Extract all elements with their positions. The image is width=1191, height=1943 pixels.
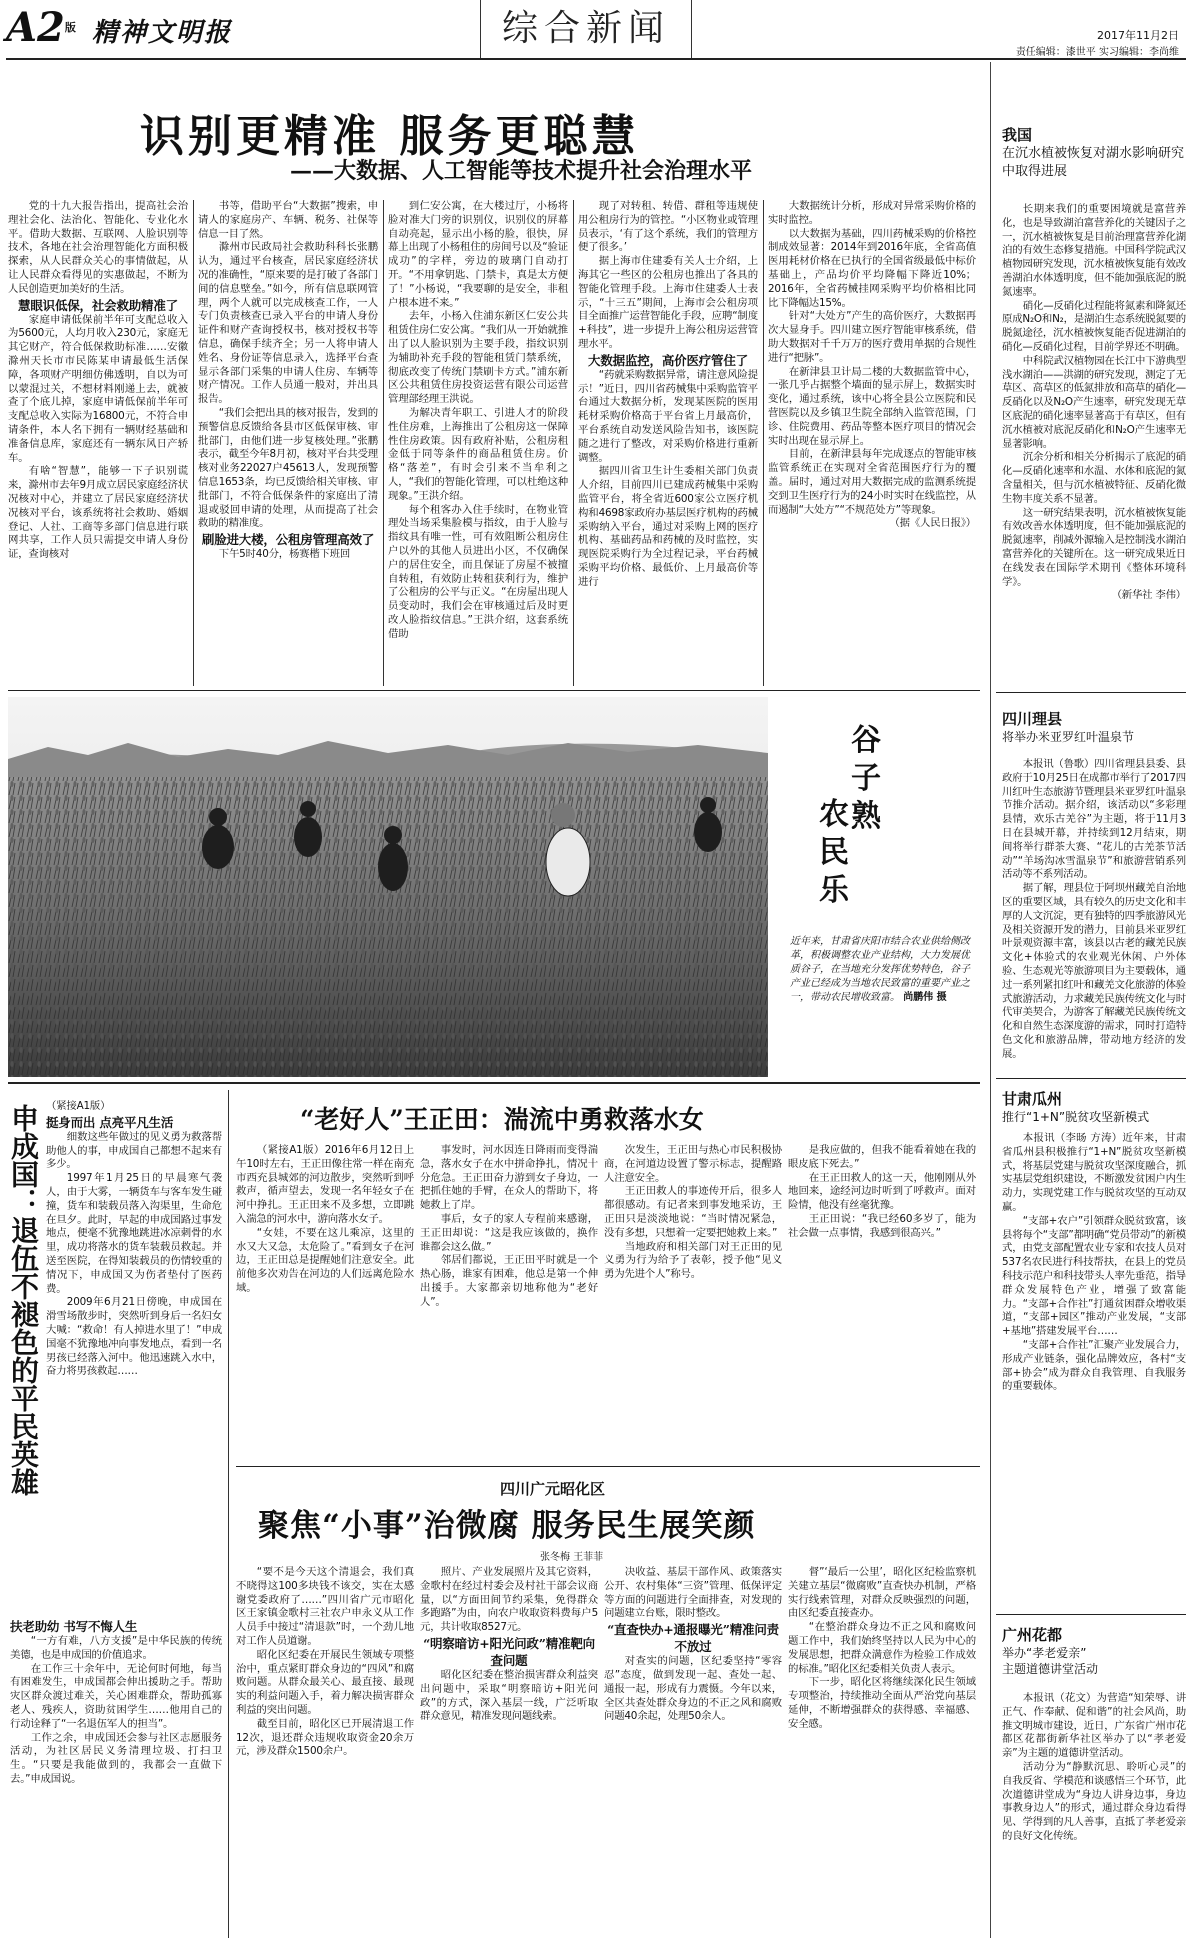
main-headline: 识别更精准 服务更聪慧	[140, 111, 640, 162]
side-mid-head: 四川理县 将举办米亚罗红叶温泉节	[1002, 710, 1135, 744]
main-col-5: 大数据统计分析，形成对异常采购价格的实时监控。 以大数据为基础，四川药械采购的价格控制成效显著：2014年到2016年底，全省高值医用耗材价格在已执行的全国省级最低中标价基础上，产品均价平均降幅下降近10%；2016年，全省药械挂网采购平均价格相比同比下降幅达15%。 针对“大处方”产生的高价医疗，大数据再次大显身手。四川建立医疗智能审核系统，借助大数据对千千万万的医疗费用单据的合规性进行“把脉”。 在新津县卫计局二楼的大数据监管中心，一张几乎占据整个墙面的显示屏上，数据实时变化，通过系统，该中心将全县公立医院和民营医院以及乡镇卫生院全部纳入监管范围，门诊、住院费用、药品等整本医疗项目的情况会实时出现在显示屏上。 目前，在新津县每年完成逐点的智能审核监管系统正在实现对全省范围医疗行为的覆盖。届时，通过对用大数据完成的监测系统提交到卫生医疗行为的24小时实时在线监控，从而遏制“大处方”“不规范处方”等现象。 （据《人民日报》）	[768, 200, 976, 530]
story4-col-c: 决收益、基层干部作风、政策落实公开、农村集体“三资”管理、低保评定等方面的问题进行全面排查，对发现的问题建立台账，限时整改。 “直查快办+通报曝光”精准问责不放过 对查实的问题，区纪委坚持“零容忍”态度，做到发现一起、查处一起、通报一起，形成有力震慑。今年以来，全区共查处群众身边的不正之风和腐败问题40余起，处理50余人。	[604, 1566, 782, 1723]
story4-kicker: 四川广元昭化区	[500, 1480, 606, 1498]
photo-caption: 近年来，甘肃省庆阳市结合农业供给侧改革，积极调整农业产业结构，大力发展优质谷子，在当地充分发挥优势特色，谷子产业已经成为当地农民致富的重要产业之一，带动农民增收致富。 尚鹏伟 摄	[790, 936, 970, 1003]
millet-harvest-photo	[8, 697, 768, 1077]
side-top-head: 我国 在沉水植被恢复对湖水影响研究中取得进展	[1002, 126, 1185, 179]
main-col-1: 党的十九大报告指出，提高社会治理社会化、法治化、智能化、专业化水平。借助大数据、互联网、人脸识别等技术，各地在社会治理智能化方面积极探索，从人民群众关心的事情做起，从让人民群众看得见的实惠做起，不断为人民创造更加美好的生活。 慧眼识低保，社会救助精准了 家庭申请低保前半年可支配总收入为5600元，人均月收入230元，家庭无其它财产，符合低保救助标准……安徽滁州天长市市民陈某申请最低生活保障，各项财产明细仿佛透明，自以为可以蒙混过关，不想材料刚递上去，就被查了个底儿掉，家庭申请低保前半年可支配总收入实际为16800元，不符合申请条件，本人名下拥有一辆财经基础和准备信息库，家庭还有一辆东风日产轿车。 有啥“智慧”，能够一下子识别谎来，滁州市去年9月成立居民家庭经济状况核对中心，并建立了居民家庭经济状况核对平台，该系统将社会救助、婚姻登记、人社、工商等多部门信息进行联网共享，工作人员只需提交申请人身份证，查询核对	[8, 200, 188, 561]
main-col-2: 书等，借助平台“大数据”搜索，申请人的家庭房产、车辆、税务、社保等信息一目了然。 滁州市民政局社会救助科科长张鹏认为，通过平台核查，居民家庭经济状况的准确性，“原来要的是打破了各部门间的信息壁垒。”如今，所有信息联网管理，两个人就可以完成核查工作，一人专门负责核查已录入平台的申请人身份证件和财产查询授权书，核对授权书等信息，确保手续齐全；另一人将申请人姓名、身份证等信息录入，选择平台查显示各部门采集的申请人住房、车辆等财产情况。工作人员通一般对，并出具报告。 “我们会把出具的核对报告，发到的预警信息反馈给各县市区低保审核、审批部门，由他们进一步复核处理。”张鹏表示，截至今年8月初，核对平台共受理核对业务22027户45613人，发现预警信息1653条，均已反馈给相关审核、审批部门，不符合低保条件的家庭出了清退或驳回申请的处理，从而提高了社会救助的精准度。 刷脸进大楼，公租房管理高效了 下午5时40分，杨赛楷下班回	[198, 200, 378, 561]
side-gzhd-body: 本报讯（花文）为营造“知荣辱、讲正气、作奉献、促和谐”的社会风尚，助推文明城市建设，近日，广东省广州市花都区花都街新华社区举办了以“孝老爱亲”为主题的道德讲堂活动。 活动分为“静默沉思、聆听心灵”的自我反省、学模范和谈感悟三个环节，此次道德讲堂成为“身边人讲身边事，身边事教身边人”的形式，通过群众身边看得见、学得到的凡人善事，直抵了孝老爱亲的良好文化传统。	[1002, 1692, 1186, 1842]
side-mid-body: 本报讯（鲁歌）四川省理县县委、县政府于10月25日在成都市举行了2017四川红叶生态旅游节暨理县米亚罗红叶温泉节推介活动。据介绍，该活动以“多彩理县情，欢乐古羌谷”为主题，将于11月3日在县城开幕，并持续到12月结束，期间将举行群茶大赛、“花儿的古羌茶节活动”“羊场沟冰雪温泉节”和旅游营销系列活动等不系列活动。 据了解，理县位于阿坝州藏羌自治地区的重要区域，具有较久的历史文化和丰厚的人文沉淀，更有独特的四季旅游风光及相关资源开发的潜力，目前县米亚罗红叶景观资源丰富，该县以古老的藏羌民族文化+体验式的农业观光休闲、户外体验、生态观光等旅游项目为主要载体，通过一系列紧扣红叶和藏羌文化旅游的体验式旅游活动，力求藏羌民族传统文化与时代审美契合，为游客了解藏羌民族传统文化和自然生态深度游的需求，同时打造特色文化和旅游品牌，带动地方经济的发展。	[1002, 758, 1186, 1060]
story2-col-b: 扶老助幼 书写不悔人生 “一方有难，八方支援”是中华民族的传统美德，也是申成国的价值追求。 在工作三十余年中，无论何时何地，每当有困难发生，申成国都会伸出援助之手。帮助灾区群众渡过难关，关心困难群众，帮助孤寡老人、残疾人，资助贫困学生……他用自己的行动诠释了“一名退伍军人的担当”。 工作之余，申成国还会参与社区志愿服务活动，为社区居民义务清理垃圾、打扫卫生。“只要是我能做到的，我都会一直做下去。”申成国说。	[10, 1619, 222, 1785]
page-number: A2版	[6, 4, 76, 51]
story3-col-d: 是我应做的，但我不能看着她在我的眼皮底下死去。” 在王正田救人的这一天，他刚刚从外地回来，途经河边时听到了呼救声。面对险情，他没有丝毫犹豫。 王正田说：“我已经60多岁了，能为社会做一点事情，我感到很高兴。”	[788, 1144, 976, 1239]
side-gzhd-head: 广州花都 举办“孝老爱亲” 主题道德讲堂活动	[1002, 1626, 1099, 1676]
story4-col-a: “要不是今天这个清退会，我们真不晓得这100多块钱不该交，实在太感谢党委政府了……”四川省广元市昭化区王家镇金歌村三社农户申永义从工作人员手中接过“清退款”时，一个劲儿地对工作人员道谢。 昭化区纪委在开展民生领域专项整治中，重点紧盯群众身边的“四风”和腐败问题。从群众最关心、最直接、最现实的利益问题入手，着力解决损害群众利益的突出问题。 截至目前，昭化区已开展清退工作12次，退还群众违规收取资金20余万元，涉及群众1500余户。	[236, 1566, 414, 1758]
paper-name: 精神文明报	[92, 18, 233, 48]
photo-title: 谷 子 熟	[851, 723, 881, 834]
main-col-4: 现了对转租、转借、群租等违规使用公租房行为的管控。“小区物业或管理员表示，‘有了这个系统，我们的管理方便了很多。’ 据上海市住建委有关人士介绍，上海其它一些区的公租房也推出了各具的智能化管理手段。上海市住建委人士表示，“十三五”期间，上海市会公租房项目全面推广运营智能化手段，应聘“制度+科技”，进一步提升上海公租房运营管理水平。 大数据监控，高价医疗管住了 “药就采购数据异常，请注意风险提示！”近日，四川省药械集中采购监管平台通过大数据分析，发现某医院的医用耗材采购价格高于平台省上月最高价，平台系统自动发送风险告知书，该医院随之进行了整改，对采购价格进行重新调整。 据四川省卫生计生委相关部门负责人介绍，目前四川已建成药械集中采购监管平台，将全省近600家公立医疗机构和4698家政府办基层医疗机构的药械采购纳入平台，通过对采购上网的医疗机构、基础药品和药械的及时监控，实现医院采购行为全过程记录，平台药械采购平均价格、最低价、上月最高价等进行	[578, 200, 758, 588]
story3-col-b: 事发时，河水因连日降雨而变得湍急，落水女子在水中拼命挣扎，情况十分危急。王正田奋力游到女子身边，一把抓住她的手臂，在众人的帮助下，将她救上了岸。 事后，女子的家人专程前来感谢，王正田却说：“这是我应该做的，换作谁都会这么做。” 邻居们都说，王正田平时就是一个热心肠，谁家有困难，他总是第一个伸出援手。大家都亲切地称他为“老好人”。	[420, 1144, 598, 1308]
story2-col-a: （紧接A1版） 挺身而出 点亮平凡生活 细数这些年做过的见义勇为救落帮助他人的事，申成国自己都想不起来有多少。 1997年1月25日的早晨寒气袭人，由于大雾，一辆货车与客车发生碰撞，货车和装载员落入沟渠里，生命危在旦夕。此时，早起的申成国路过事发地点，便毫不犹豫地跳进冰凉刺骨的水里，成功将落水的货车装载员救起。并送至医院，在得知装载员的伤情较重的情况下，申成国又为伤者垫付了医药费。 2009年6月21日傍晚，申成国在滑雪场散步时，突然听到身后一名妇女大喊：“救命！有人掉进水里了！”申成国毫不犹豫地冲向事发地点，看到一名男孩已经落入河中。他迅速跳入水中，奋力将男孩救起……	[46, 1100, 222, 1378]
section-title: 综合新闻	[480, 0, 692, 58]
story4-byline: 张冬梅 王菲菲	[540, 1552, 604, 1563]
side-top-body: 长期来我们的重要困境就是富营养化，也是导致湖泊富营养化的关键因子之一，沉水植被恢复是目前治理富营养化湖泊的有效生态修复措施。中国科学院武汉植物园研究发现，沉水植被恢复能有效改善湖泊水体透明度，但不能加强底泥的脱氮速率。 硝化—反硝化过程能将氮素和降氮还原成N₂O和N₂，是湖泊生态系统脱氮要的脱氮途径，沉水植被恢复能否促进湖泊的硝化—反硝化过程，目前学界还不明确。 中科院武汉植物园在长江中下游典型浅水湖泊——洪湖的研究发现，测定了无草区、高草区的低氮排放和高草的硝化—反硝化以及N₂O产生速率，研究发现无草区底泥的硝化速率显著高于有草区，但有沉水植被对底泥反硝化和N₂O产生速率无显著影响。 沉余分析和相关分析揭示了底泥的硝化—反硝化速率和水温、水体和底泥的氮含量相关，但与沉水植被特征、反硝化微生物丰度关系不显著。 这一研究结果表明，沉水植被恢复能有效改善水体透明度，但不能加强底泥的脱氮速率，削减外源输入是控制浅水湖泊富营养化的关键所在。这一研究成果近日在线发表在国际学术期刊《整体环境科学》。 （新华社 李伟）	[1002, 203, 1186, 602]
story4-headline: 聚焦“小事”治微腐 服务民生展笑颜	[258, 1508, 756, 1544]
story2-vertical-title: 申成国：退伍不褪色的平民英雄	[7, 1104, 40, 1496]
story3-col-a: （紧接A1版）2016年6月12日上午10时左右，王正田像往常一样在南充市西充县城郊的河边散步，突然听到呼救声，循声望去，发现一名年轻女子在河中挣扎。王正田来不及多想，立即跳入湍急的河水中，游向落水女子。 “女娃，不要在这儿乘凉，这里的水又大又急，太危险了。”看到女子在河边，王正田总是提醒她们注意安全。此前他多次劝告在河边的人们远离危险水域。	[236, 1144, 414, 1294]
main-col-3: 到仁安公寓，在大楼过厅，小杨将脸对准大门旁的识别仪，识别仪的屏幕自动亮起，显示出小杨的脸，很快，屏幕上出现了小杨租住的房间号以及“验证成功”的字样，旁边的玻璃门自动打开。“不用拿钥匙、门禁卡，真是太方便了！”小杨说，“我要聊的是安全，非租户根本进不来。” 去年，小杨入住浦东新区仁安公共租赁住房仁安公寓。“我们从一开始就推出了以人脸识别为主要手段，指纹识别为辅助补充手段的智能租赁门禁系统，彻底改变了传统门禁刷卡方式。”浦东新区公共租赁住房投资运营有限公司运营管理部经理王洪说。 为解决青年职工、引进人才的阶段性住房难，上海推出了公租房这一保障性住房政策。因有政府补贴，公租房租金低于同等条件的商品租赁住房。价格“落差”，有时会引来不当牟利之人，“我们的智能化管理，可以杜绝这种现象。”王洪介绍。 每个租客办入住手续时，在物业管理处当场采集脸模与指纹，由于人脸与指纹具有唯一性，可有效阻断公租房住户以外的其他人员进出小区，不仅确保户的居住安全，而且保证了房屋不被擅自转租，有效防止转租获利行为，维护了公租房的公平与正义。“在房屋出现人员变动时，我们会在审核通过后及时更改人脸指纹信息。”王洪介绍，这套系统借助	[388, 200, 568, 640]
side-gz-head: 甘肃瓜州 推行“1+N”脱贫攻坚新模式	[1002, 1090, 1150, 1124]
story4-col-b: 照片、产业发展照片及其它资料，金歌村在经过村委会及村社干部会议商量，以“方面田间节约采集，免得群众多跑路”为由，向农户收取资料费每户5元，共计收取8527元。 “明察暗访+阳光问政”精准靶向查问题 昭化区纪委在整治损害群众利益突出问题中，采取“明察暗访+阳光问政”的方式，深入基层一线，广泛听取群众意见，精准发现问题线索。	[420, 1566, 598, 1723]
story3-col-c: 次发生，王正田与热心市民积极协商，在河道边设置了警示标志，提醒路人注意安全。 王正田救人的事迹传开后，很多人都很感动。有记者来到事发地采访，王正田只是淡淡地说：“当时情况紧急，没有多想，只想着一定要把她救上来。” 当地政府和相关部门对王正田的见义勇为行为给予了表彰，授予他“见义勇为先进个人”称号。	[604, 1144, 782, 1281]
photo-title-2: 农 民 乐	[819, 797, 849, 908]
masthead-rule	[6, 58, 1186, 60]
main-subheadline: ——大数据、人工智能等技术提升社会治理水平	[290, 158, 753, 184]
story4-col-d: 督”‘最后一公里’，昭化区纪检监察机关建立基层“微腐败”直查快办机制，严格实行线索管理，对群众反映强烈的问题，由区纪委直接查办。 “在整治群众身边不正之风和腐败问题工作中，我们始终坚持以人民为中心的发展思想，把群众满意作为检验工作成效的标准。”昭化区纪委相关负责人表示。 下一步，昭化区将继续深化民生领域专项整治，持续推动全面从严治党向基层延伸，不断增强群众的获得感、幸福感、安全感。	[788, 1566, 976, 1730]
editors: 责任编辑：漆世平 实习编辑：李尚维	[1015, 47, 1179, 58]
side-gz-body: 本报讯（李旸 方涛）近年来，甘肃省瓜州县积极推行“1+N”脱贫攻坚新模式，将基层党建与脱贫攻坚深度融合，抓实基层党组织建设，不断激发贫困户内生动力，实现党建工作与脱贫攻坚的互动双赢。 “支部+农户”引领群众脱贫致富，该县将每个“支部”都明确“党员带动”的新模式，由党支部配置农业专家和农技人员对537名农民进行科技帮扶，在县上的党员科技示范户和科技带头人率先垂范，指导群众发展特色产业，增强了致富能力。“支部+合作社”打通贫困群众增收渠道，“支部+园区”推动产业发展，“支部+基地”搭建发展平台…… “支部+合作社”汇聚产业发展合力，形成产业链条，强化品牌效应，各村“支部+协会”成为群众自我管理、自我服务的重要载体。	[1002, 1132, 1186, 1393]
issue-date: 2017年11月2日	[1097, 29, 1179, 42]
story3-headline: “老好人”王正田：湍流中勇救落水女	[300, 1105, 704, 1134]
